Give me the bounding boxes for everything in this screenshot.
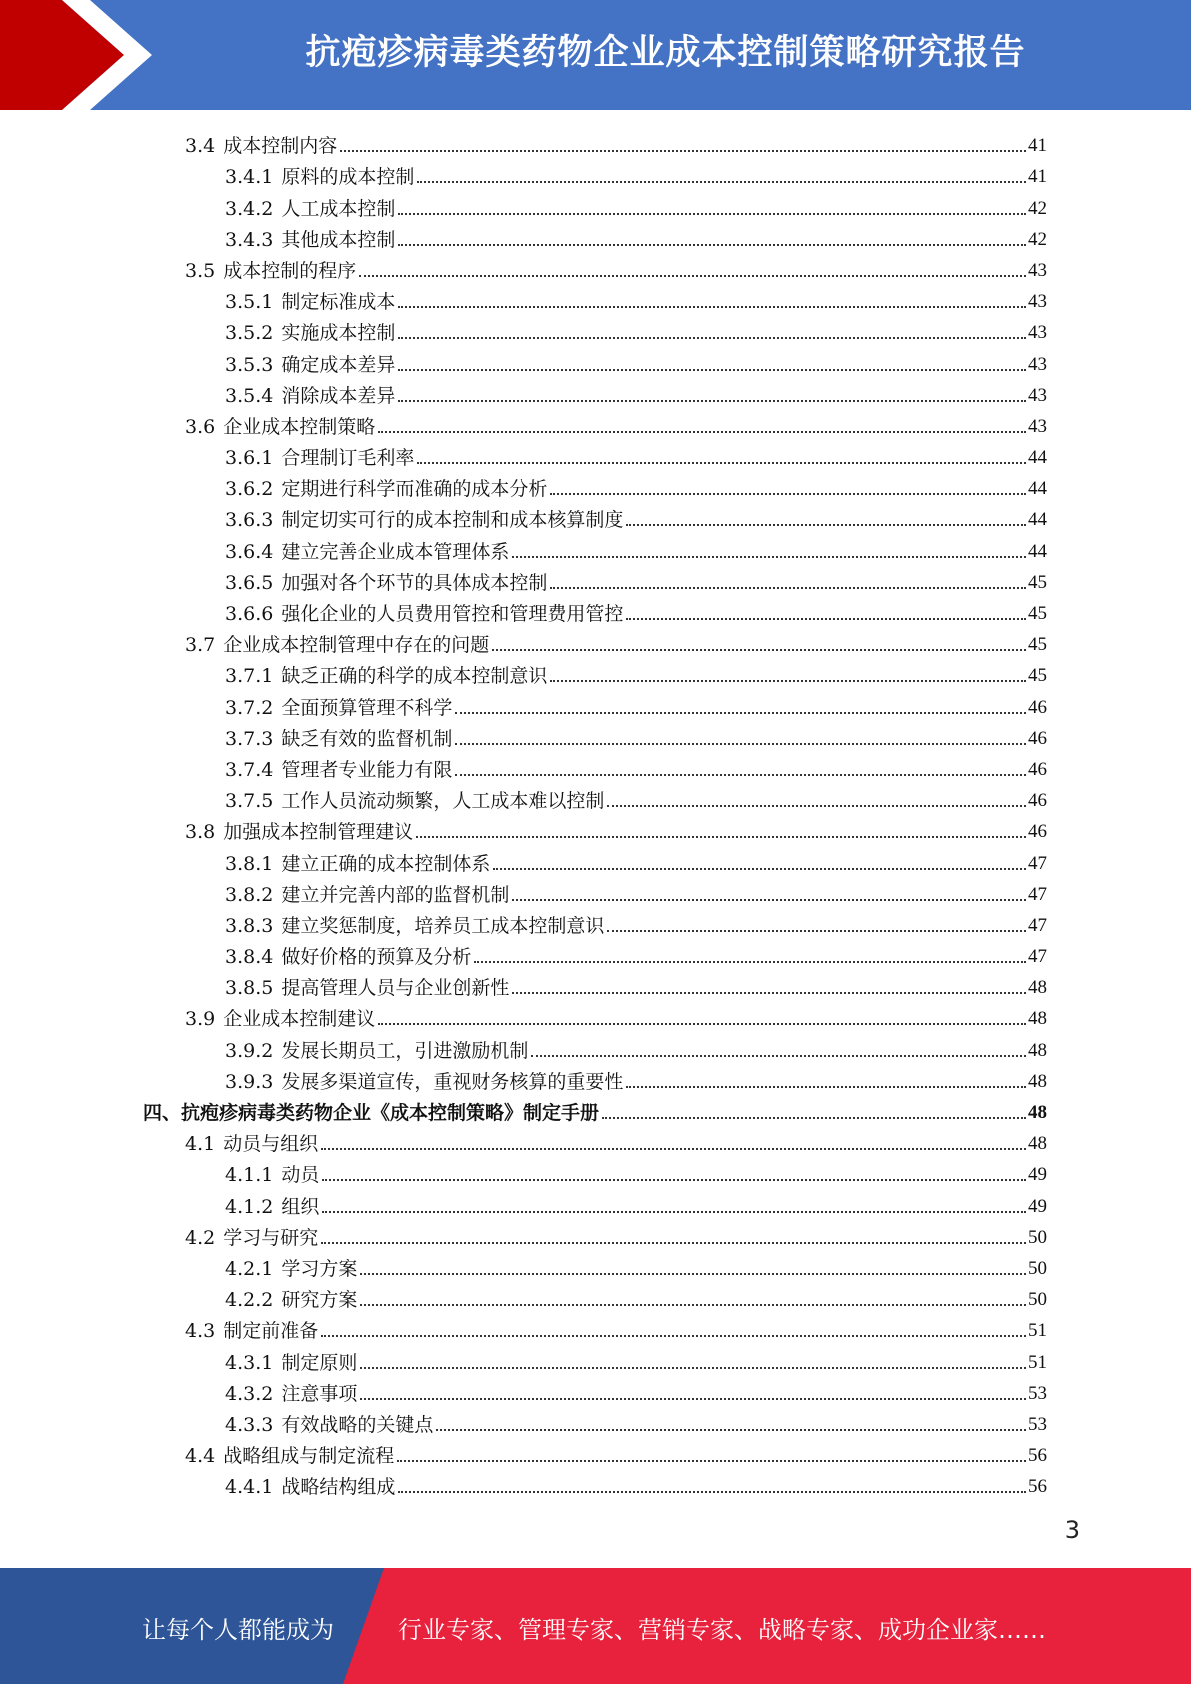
toc-dot-leader [321, 1148, 1026, 1150]
toc-entry[interactable] [0, 1281, 1191, 1312]
toc-entry-title: 定期进行科学而准确的成本分析 [281, 478, 548, 501]
toc-entry-title: 实施成本控制 [281, 322, 396, 345]
toc-dot-leader [550, 587, 1026, 589]
toc-entry[interactable] [0, 1125, 1191, 1156]
toc-entry-number: 3.4 [185, 135, 216, 158]
toc-dot-leader [550, 680, 1026, 682]
toc-entry-page: 44 [1028, 509, 1047, 531]
toc-entry-number: 3.6 [185, 415, 216, 438]
toc-entry[interactable] [0, 720, 1191, 751]
toc-entry-page: 48 [1028, 977, 1047, 999]
toc-entry[interactable] [0, 1375, 1191, 1406]
toc-entry-page: 43 [1028, 259, 1047, 281]
toc-entry-title: 强化企业的人员费用管控和管理费用管控 [281, 603, 624, 625]
toc-dot-leader [512, 899, 1026, 901]
toc-entry-page: 41 [1028, 166, 1047, 188]
toc-entry-title: 全面预算管理不科学 [281, 696, 453, 719]
toc-entry-number: 3.5.1 [225, 291, 274, 314]
toc-entry-number: 3.6.6 [225, 603, 274, 625]
toc-entry-number: 4.1 [185, 1133, 216, 1156]
toc-entry[interactable] [0, 345, 1191, 376]
toc-entry-number: 3.9 [185, 1008, 216, 1031]
toc-dot-leader [416, 836, 1026, 838]
toc-dot-leader [493, 868, 1026, 870]
toc-dot-leader [550, 493, 1026, 495]
toc-entry-title: 原料的成本控制 [281, 166, 415, 189]
toc-entry-number: 3.8.4 [225, 946, 274, 969]
footer-slogan-left: 让每个人都能成为 [142, 1616, 334, 1644]
toc-dot-leader [398, 244, 1026, 246]
toc-dot-leader [360, 1367, 1026, 1369]
report-title: 抗疱疹病毒类药物企业成本控制策略研究报告 [305, 33, 1026, 73]
toc-entry-title: 缺乏有效的监督机制 [281, 727, 453, 750]
toc-entry-title: 注意事项 [281, 1382, 358, 1405]
toc-entry-page: 48 [1028, 1039, 1047, 1061]
toc-dot-leader [321, 1242, 1026, 1244]
toc-entry-title: 发展多渠道宣传，重视财务核算的重要性 [281, 1070, 624, 1093]
toc-entry-title: 消除成本差异 [281, 384, 396, 407]
toc-entry-page: 43 [1028, 322, 1047, 344]
toc-dot-leader [474, 961, 1026, 963]
toc-entry[interactable] [0, 1468, 1191, 1499]
toc-entry[interactable] [0, 314, 1191, 345]
toc-entry-number: 3.6.5 [225, 571, 274, 594]
toc-entry[interactable] [0, 221, 1191, 252]
header-arrow-decoration [0, 0, 160, 110]
toc-entry-page: 42 [1028, 197, 1047, 219]
toc-entry-number: 3.7.5 [225, 790, 274, 813]
toc-entry-page: 53 [1028, 1413, 1047, 1435]
toc-entry[interactable] [0, 626, 1191, 657]
toc-entry-number: 4.3.3 [225, 1413, 274, 1436]
toc-entry-title: 成本控制内容 [223, 135, 338, 158]
toc-entry-number: 3.5.2 [225, 322, 274, 345]
toc-entry-page: 56 [1028, 1445, 1047, 1467]
toc-entry-page: 45 [1028, 634, 1047, 656]
toc-entry-number: 3.8.3 [225, 914, 274, 937]
toc-entry-title: 有效战略的关键点 [281, 1413, 434, 1436]
toc-entry-page: 47 [1028, 883, 1047, 905]
toc-dot-leader [398, 213, 1026, 215]
toc-entry-title: 建立完善企业成本管理体系 [281, 540, 510, 563]
toc-entry-number: 4.3.1 [225, 1351, 274, 1374]
toc-entry-title: 动员 [281, 1164, 320, 1187]
toc-entry-title: 四、抗疱疹病毒类药物企业《成本控制策略》制定手册 [143, 1102, 600, 1124]
toc-entry-page: 47 [1028, 852, 1047, 874]
toc-entry[interactable] [0, 189, 1191, 220]
toc-dot-leader [322, 1179, 1026, 1181]
toc-dot-leader [626, 524, 1026, 526]
toc-entry-page: 44 [1028, 540, 1047, 562]
toc-dot-leader [626, 1086, 1026, 1088]
toc-dot-leader [436, 1429, 1026, 1431]
toc-dot-leader [512, 556, 1026, 558]
toc-entry-page: 46 [1028, 696, 1047, 718]
toc-entry-page: 49 [1028, 1195, 1047, 1217]
toc-entry-number: 3.7.4 [225, 758, 274, 781]
toc-entry-number: 3.8.5 [225, 977, 274, 1000]
toc-entry-title: 学习与研究 [223, 1226, 319, 1249]
toc-entry-number: 3.8.2 [225, 883, 274, 906]
toc-entry[interactable] [0, 938, 1191, 969]
toc-entry[interactable] [0, 1187, 1191, 1218]
toc-entry-page: 50 [1028, 1257, 1047, 1279]
toc-entry-number: 3.7 [185, 634, 216, 657]
toc-entry-title: 加强对各个环节的具体成本控制 [281, 571, 548, 594]
toc-dot-leader [360, 1398, 1026, 1400]
toc-entry[interactable] [0, 876, 1191, 907]
toc-entry-number: 3.7.1 [225, 665, 274, 688]
toc-dot-leader [360, 1304, 1026, 1306]
toc-entry[interactable] [0, 1156, 1191, 1187]
toc-entry[interactable] [0, 969, 1191, 1000]
footer-slogan-right: 行业专家、管理专家、营销专家、战略专家、成功企业家…… [398, 1616, 1046, 1644]
toc-dot-leader [340, 150, 1026, 152]
table-of-contents [0, 127, 1191, 1499]
toc-entry-page: 48 [1028, 1133, 1047, 1155]
toc-dot-leader [607, 805, 1026, 807]
toc-entry-number: 4.4 [185, 1445, 216, 1468]
toc-entry-number: 3.4.3 [225, 228, 274, 251]
toc-entry-page: 47 [1028, 946, 1047, 968]
toc-entry[interactable] [0, 813, 1191, 844]
toc-entry-title: 提高管理人员与企业创新性 [281, 977, 510, 1000]
toc-dot-leader [417, 181, 1026, 183]
toc-entry-title: 制定切实可行的成本控制和成本核算制度 [281, 509, 624, 532]
toc-entry-page: 47 [1028, 914, 1047, 936]
toc-entry[interactable] [0, 1406, 1191, 1437]
toc-entry-title: 管理者专业能力有限 [281, 758, 453, 781]
toc-entry-number: 4.1.1 [225, 1164, 274, 1187]
toc-entry-number: 4.2 [185, 1226, 216, 1249]
toc-entry-number: 3.6.1 [225, 447, 274, 470]
toc-entry-page: 53 [1028, 1382, 1047, 1404]
toc-entry-number: 4.2.1 [225, 1257, 274, 1280]
toc-entry-number: 3.7.2 [225, 696, 274, 719]
toc-entry-title: 其他成本控制 [281, 228, 396, 251]
toc-entry[interactable] [0, 408, 1191, 439]
toc-dot-leader [455, 743, 1026, 745]
toc-entry-title: 企业成本控制策略 [223, 415, 376, 438]
toc-entry-title: 做好价格的预算及分析 [281, 946, 472, 969]
toc-dot-leader [378, 431, 1026, 433]
toc-entry-number: 3.8 [185, 821, 216, 844]
toc-dot-leader [398, 337, 1026, 339]
toc-dot-leader [322, 1211, 1026, 1213]
footer-banner [0, 1568, 1191, 1684]
toc-entry[interactable] [0, 501, 1191, 532]
toc-entry[interactable] [0, 439, 1191, 470]
toc-entry-title: 建立并完善内部的监督机制 [281, 883, 510, 906]
toc-entry-page: 43 [1028, 291, 1047, 313]
toc-entry-page: 48 [1028, 1102, 1047, 1123]
toc-dot-leader [378, 1023, 1026, 1025]
toc-entry-page: 43 [1028, 415, 1047, 437]
toc-entry-number: 3.5.4 [225, 384, 274, 407]
toc-entry-title: 战略组成与制定流程 [223, 1445, 395, 1468]
toc-entry-title: 成本控制的程序 [223, 259, 357, 282]
toc-entry-number: 4.1.2 [225, 1195, 274, 1218]
toc-entry[interactable] [0, 907, 1191, 938]
toc-entry-number: 4.4.1 [225, 1476, 274, 1499]
toc-entry[interactable] [0, 1250, 1191, 1281]
toc-entry-page: 46 [1028, 790, 1047, 812]
toc-entry-page: 44 [1028, 478, 1047, 500]
toc-entry-page: 43 [1028, 384, 1047, 406]
toc-entry[interactable] [0, 532, 1191, 563]
toc-entry-page: 46 [1028, 758, 1047, 780]
toc-entry[interactable] [0, 470, 1191, 501]
toc-entry-page: 45 [1028, 603, 1047, 624]
toc-entry-page: 49 [1028, 1164, 1047, 1186]
toc-entry[interactable] [0, 252, 1191, 283]
toc-entry-title: 发展长期员工，引进激励机制 [281, 1039, 529, 1062]
toc-entry-page: 42 [1028, 228, 1047, 250]
toc-entry-number: 3.8.1 [225, 852, 274, 875]
toc-entry-number: 3.6.3 [225, 509, 274, 532]
toc-dot-leader [417, 462, 1026, 464]
toc-entry-number: 3.9.3 [225, 1070, 274, 1093]
toc-entry-number: 4.3.2 [225, 1382, 274, 1405]
toc-entry[interactable] [0, 127, 1191, 158]
toc-dot-leader [455, 774, 1026, 776]
toc-entry-title: 确定成本差异 [281, 353, 396, 376]
toc-dot-leader [398, 400, 1026, 402]
toc-entry-title: 企业成本控制建议 [223, 1008, 376, 1031]
toc-entry-title: 合理制订毛利率 [281, 447, 415, 470]
toc-entry-page: 50 [1028, 1289, 1047, 1311]
toc-dot-leader [455, 712, 1026, 714]
toc-entry[interactable] [0, 657, 1191, 688]
toc-entry-title: 制定原则 [281, 1351, 358, 1374]
toc-entry-page: 41 [1028, 135, 1047, 157]
toc-entry-page: 51 [1028, 1351, 1047, 1373]
toc-entry[interactable] [0, 1343, 1191, 1374]
toc-entry-title: 制定标准成本 [281, 291, 396, 314]
toc-entry[interactable] [0, 1312, 1191, 1343]
page-number: 3 [1064, 1516, 1080, 1544]
toc-entry-title: 工作人员流动频繁，人工成本难以控制 [281, 790, 605, 813]
toc-entry[interactable] [0, 564, 1191, 595]
toc-entry-page: 46 [1028, 821, 1047, 843]
toc-entry[interactable] [0, 377, 1191, 408]
toc-entry-title: 战略结构组成 [281, 1476, 396, 1499]
toc-entry[interactable] [0, 1063, 1191, 1094]
toc-entry-page: 45 [1028, 571, 1047, 593]
toc-entry-number: 4.3 [185, 1320, 216, 1343]
toc-entry-title: 缺乏正确的科学的成本控制意识 [281, 665, 548, 688]
toc-entry-page: 46 [1028, 727, 1047, 749]
toc-entry-title: 研究方案 [281, 1289, 358, 1312]
toc-dot-leader [398, 306, 1026, 308]
toc-entry[interactable] [0, 751, 1191, 782]
toc-dot-leader [359, 275, 1026, 277]
toc-entry-number: 3.4.1 [225, 166, 274, 189]
toc-entry-number: 3.6.2 [225, 478, 274, 501]
toc-dot-leader [360, 1273, 1026, 1275]
toc-dot-leader [398, 1491, 1026, 1493]
toc-entry-page: 51 [1028, 1320, 1047, 1342]
toc-dot-leader [397, 1460, 1026, 1462]
toc-dot-leader [492, 649, 1026, 651]
toc-entry-title: 加强成本控制管理建议 [223, 821, 414, 844]
toc-entry[interactable] [0, 595, 1191, 626]
toc-entry-page: 50 [1028, 1226, 1047, 1248]
toc-dot-leader [602, 1117, 1026, 1119]
toc-entry-page: 44 [1028, 447, 1047, 469]
toc-entry[interactable] [0, 283, 1191, 314]
toc-entry-title: 建立奖惩制度，培养员工成本控制意识 [281, 914, 605, 937]
toc-entry-page: 56 [1028, 1476, 1047, 1498]
toc-entry-title: 学习方案 [281, 1257, 358, 1280]
toc-entry[interactable] [0, 844, 1191, 875]
toc-entry-page: 48 [1028, 1008, 1047, 1030]
toc-entry[interactable] [0, 1000, 1191, 1031]
toc-entry-number: 3.4.2 [225, 197, 274, 220]
toc-entry-title: 动员与组织 [223, 1133, 319, 1156]
header-banner [0, 0, 1191, 110]
toc-dot-leader [512, 992, 1026, 994]
toc-entry-title: 企业成本控制管理中存在的问题 [223, 634, 490, 657]
toc-dot-leader [531, 1055, 1026, 1057]
toc-entry[interactable] [0, 1031, 1191, 1062]
toc-entry-number: 3.9.2 [225, 1039, 274, 1062]
toc-entry[interactable] [0, 158, 1191, 189]
toc-entry-title: 建立正确的成本控制体系 [281, 852, 491, 875]
toc-entry-title: 组织 [281, 1195, 320, 1218]
toc-entry[interactable] [0, 782, 1191, 813]
toc-dot-leader [398, 369, 1026, 371]
toc-entry-number: 3.6.4 [225, 540, 274, 563]
toc-entry-title: 人工成本控制 [281, 197, 396, 220]
toc-entry-number: 3.5.3 [225, 353, 274, 376]
toc-entry-page: 43 [1028, 353, 1047, 375]
toc-dot-leader [321, 1335, 1026, 1337]
toc-dot-leader [626, 618, 1026, 620]
toc-entry[interactable] [0, 688, 1191, 719]
toc-entry[interactable] [0, 1437, 1191, 1468]
toc-entry-title: 制定前准备 [223, 1320, 319, 1343]
toc-entry-number: 3.7.3 [225, 727, 274, 750]
toc-dot-leader [607, 930, 1026, 932]
toc-entry-page: 48 [1028, 1070, 1047, 1092]
toc-entry-number: 4.2.2 [225, 1289, 274, 1312]
toc-entry-page: 45 [1028, 665, 1047, 687]
toc-entry[interactable] [0, 1094, 1191, 1125]
toc-entry-number: 3.5 [185, 259, 216, 282]
toc-entry[interactable] [0, 1219, 1191, 1250]
